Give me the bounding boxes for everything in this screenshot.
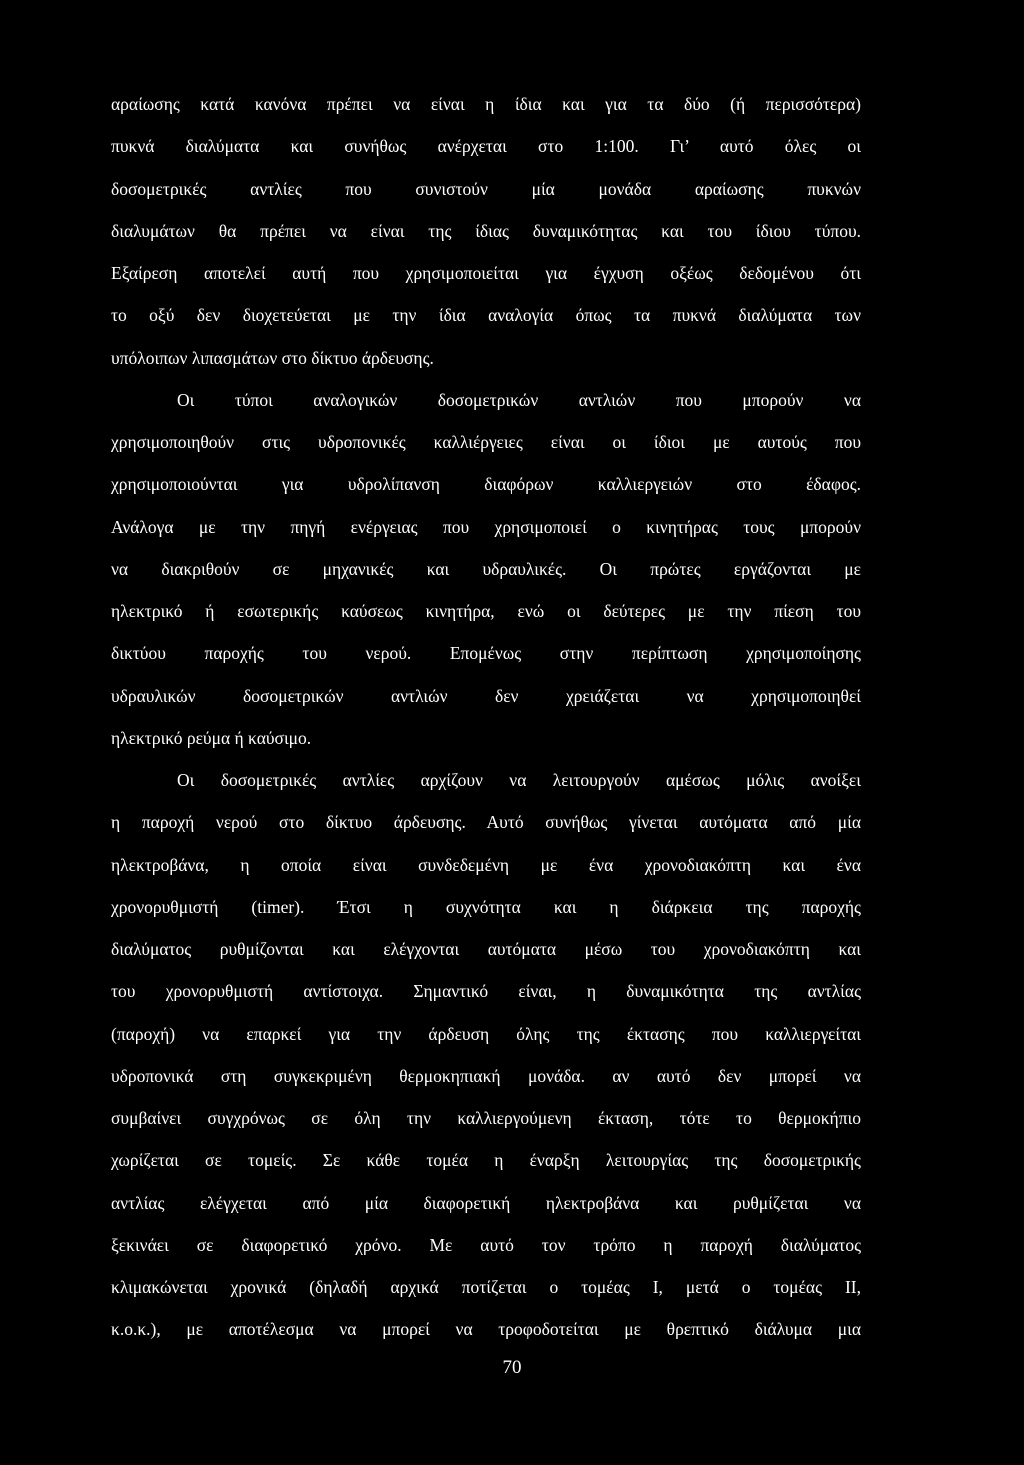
text-line: διαλύματος ρυθμίζονται και ελέγχονται αυτόματα μέσω του χρονοδιακόπτη και <box>111 939 861 959</box>
text-line: δοσομετρικές αντλίες που συνιστούν μία μονάδα αραίωσης πυκνών <box>111 178 861 199</box>
text-line: ηλεκτρικό ή εσωτερικής καύσεως κινητήρα, ενώ οι δεύτερες με την πίεση του <box>111 601 861 621</box>
text-line: Ανάλογα με την πηγή ενέργειας που χρησιμοποιεί ο κινητήρας τους μπορούν <box>111 516 861 537</box>
text-line: το οξύ δεν διοχετεύεται με την ίδια αναλογία όπως τα πυκνά διαλύματα των <box>111 305 861 326</box>
text-line: συμβαίνει συγχρόνως σε όλη την καλλιεργούμενη έκταση, τότε το θερμοκήπιο <box>111 1108 861 1128</box>
text-line: ξεκινάει σε διαφορετικό χρόνο. Με αυτό τον τρόπο η παροχή διαλύματος <box>111 1234 861 1255</box>
text-line: διαλυμάτων θα πρέπει να είναι της ίδιας δυναμικότητας και του ίδιου τύπου. <box>111 220 861 241</box>
text-line: αραίωσης κατά κανόνα πρέπει να είναι η ίδια και για τα δύο (ή περισσότερα) <box>111 94 861 114</box>
text-line: ηλεκτρικό ρεύμα ή καύσιμο. <box>111 727 312 748</box>
text-line: πυκνά διαλύματα και συνήθως ανέρχεται στο 1:100. Γι’ αυτό όλες οι <box>111 136 861 157</box>
text-line: κ.ο.κ.), με αποτέλεσμα να μπορεί να τροφοδοτείται με θρεπτικό διάλυμα μια <box>111 1319 861 1340</box>
text-line: Οι δοσομετρικές αντλίες αρχίζουν να λειτουργούν αμέσως μόλις ανοίξει <box>177 770 861 790</box>
text-line: η παροχή νερού στο δίκτυο άρδευσης. Αυτό συνήθως γίνεται αυτόματα από μία <box>111 812 861 833</box>
text-line: αντλίας ελέγχεται από μία διαφορετική ηλεκτροβάνα και ρυθμίζεται να <box>111 1192 861 1213</box>
text-line: υδραυλικών δοσομετρικών αντλιών δεν χρειάζεται να χρησιμοποιηθεί <box>111 685 861 706</box>
text-line: χρονορυθμιστή (timer). Έτσι η συχνότητα και η διάρκεια της παροχής <box>111 896 861 917</box>
text-line: να διακριθούν σε μηχανικές και υδραυλικές. Οι πρώτες εργάζονται με <box>111 558 861 579</box>
text-line: δικτύου παροχής του νερού. Επομένως στην περίπτωση χρησιμοποίησης <box>111 643 861 664</box>
text-line: χρησιμοποιούνται για υδρολίπανση διαφόρων καλλιεργειών στο έδαφος. <box>111 474 861 495</box>
text-line: κλιμακώνεται χρονικά (δηλαδή αρχικά ποτίζεται ο τομέας I, μετά ο τομέας II, <box>111 1277 861 1297</box>
text-line: Οι τύποι αναλογικών δοσομετρικών αντλιών που μπορούν να <box>177 389 861 410</box>
text-line: υδροπονικά στη συγκεκριμένη θερμοκηπιακή μονάδα. αν αυτό δεν μπορεί να <box>111 1065 861 1086</box>
text-line: του χρονορυθμιστή αντίστοιχα. Σημαντικό είναι, η δυναμικότητα της αντλίας <box>111 981 861 1002</box>
text-line: χρησιμοποιηθούν στις υδροπονικές καλλιέργειες είναι οι ίδιοι με αυτούς που <box>111 432 861 452</box>
page-number: 70 <box>502 1357 522 1378</box>
text-line: χωρίζεται σε τομείς. Σε κάθε τομέα η έναρξη λειτουργίας της δοσομετρικής <box>111 1150 861 1171</box>
text-line: (παροχή) να επαρκεί για την άρδευση όλης της έκτασης που καλλιεργείται <box>111 1023 861 1044</box>
text-line: υπόλοιπων λιπασμάτων στο δίκτυο άρδευσης. <box>111 347 434 368</box>
text-line: ηλεκτροβάνα, η οποία είναι συνδεδεμένη με ένα χρονοδιακόπτη και ένα <box>111 854 861 875</box>
text-line: Εξαίρεση αποτελεί αυτή που χρησιμοποιείται για έγχυση οξέως δεδομένου ότι <box>111 263 861 283</box>
